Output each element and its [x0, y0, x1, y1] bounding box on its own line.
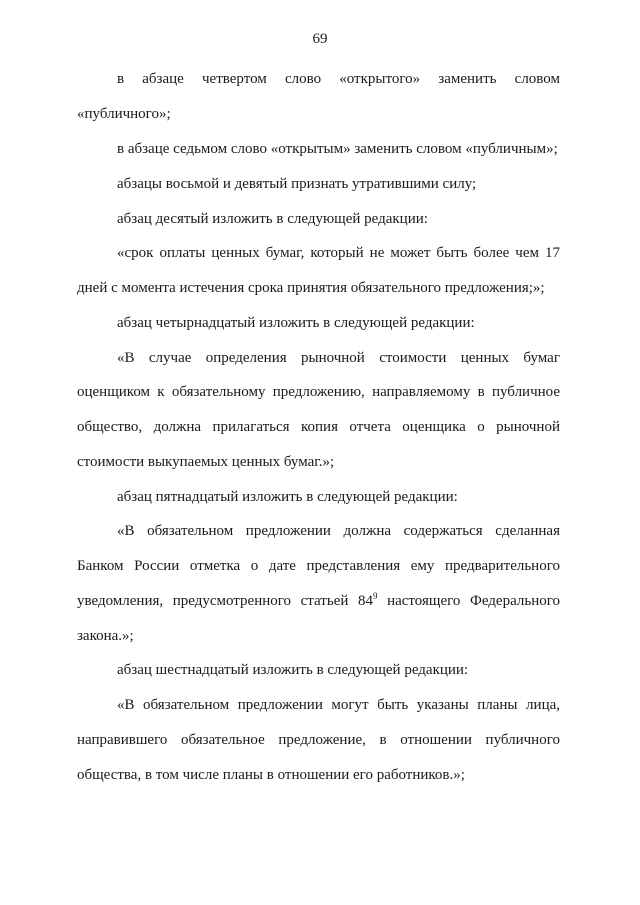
text-line: в абзаце седьмом слово «открытым» заменить словом «публичным»; — [117, 141, 558, 157]
text-line: общество, должна прилагаться копия отчета оценщика о рыночной — [77, 419, 560, 435]
text-line: «В случае определения рыночной стоимости ценных бумаг — [117, 350, 560, 366]
text-line: закона.»; — [77, 628, 134, 644]
text-line: направившего обязательное предложение, в отношении публичного — [77, 732, 560, 748]
text-fragment: настоящего Федерального — [377, 593, 561, 609]
text-line: абзац десятый изложить в следующей редакции: — [117, 211, 428, 227]
text-line: «В обязательном предложении должна содержаться сделанная — [117, 523, 560, 539]
text-line: стоимости выкупаемых ценных бумаг.»; — [77, 454, 335, 470]
text-line: оценщиком к обязательному предложению, направляемому в публичное — [77, 384, 560, 400]
text-line: Банком России отметка о дате представления ему предварительного — [77, 558, 560, 574]
text-line: абзац четырнадцатый изложить в следующей редакции: — [117, 315, 475, 331]
text-line: «В обязательном предложении могут быть указаны планы лица, — [117, 697, 560, 713]
text-fragment: уведомления, предусмотренного статьей 84 — [77, 593, 373, 609]
text-line: «срок оплаты ценных бумаг, который не может быть более чем 17 — [117, 245, 560, 261]
text-line: дней с момента истечения срока принятия обязательного предложения;»; — [77, 280, 545, 296]
text-line: абзац шестнадцатый изложить в следующей редакции: — [117, 662, 469, 678]
superscript: 9 — [372, 591, 378, 601]
text-line: «публичного»; — [77, 106, 171, 122]
text-line: общества, в том числе планы в отношении его работников.»; — [77, 767, 465, 783]
text-line — [77, 591, 560, 611]
text-line: в абзаце четвертом слово «открытого» заменить словом — [117, 71, 560, 87]
text-line: абзацы восьмой и девятый признать утратившими силу; — [117, 176, 477, 192]
page-number: 69 — [312, 31, 328, 47]
text-line: абзац пятнадцатый изложить в следующей редакции: — [117, 489, 458, 505]
